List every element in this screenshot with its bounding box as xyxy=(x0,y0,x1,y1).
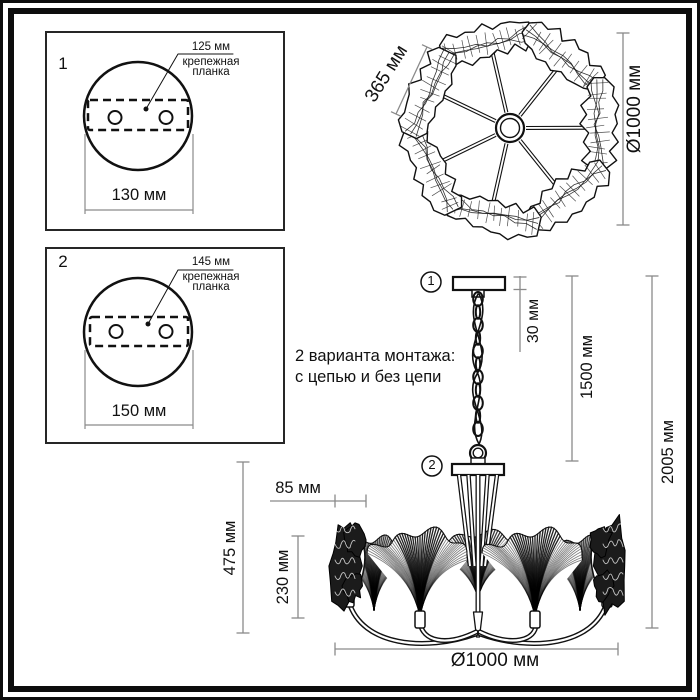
box2-plate-name-line1: крепежная xyxy=(182,271,240,283)
chain-length-dim: 1500 мм xyxy=(578,335,596,399)
box2-number: 2 xyxy=(58,252,68,271)
variant1-number: 1 xyxy=(427,273,435,288)
sideview-diameter-dim: Ø1000 мм xyxy=(450,650,540,671)
box1-plate-width-dim: 125 мм xyxy=(191,41,231,53)
canopy-height-dim: 30 мм xyxy=(525,298,542,344)
mounting-note-line2: с цепью и без цепи xyxy=(295,368,442,386)
variant2-number: 2 xyxy=(428,457,436,472)
box2-plate-width-dim: 145 мм xyxy=(191,256,231,268)
box2-base-width-dim: 150 мм xyxy=(111,402,167,420)
box2-plate-name-line2: планка xyxy=(192,281,230,293)
box1-plate-name-line2: планка xyxy=(192,66,230,78)
topview-shade-length-dim: 365 мм xyxy=(360,41,413,107)
shade-height-dim: 230 мм xyxy=(274,549,292,605)
mounting-note-line1: 2 варианта монтажа: xyxy=(295,347,456,365)
total-height-dim: 2005 мм xyxy=(659,420,677,484)
box1-number: 1 xyxy=(58,54,68,73)
box1-base-width-dim: 130 мм xyxy=(111,186,167,204)
topview-diameter-dim: Ø1000 мм xyxy=(624,64,645,154)
mount-plate-figures xyxy=(84,54,233,429)
box1-plate-name-line1: крепежная xyxy=(182,56,240,68)
fixture-height-dim: 475 мм xyxy=(221,520,239,576)
shade-offset-dim: 85 мм xyxy=(275,479,321,497)
top-view-figure xyxy=(389,11,619,246)
